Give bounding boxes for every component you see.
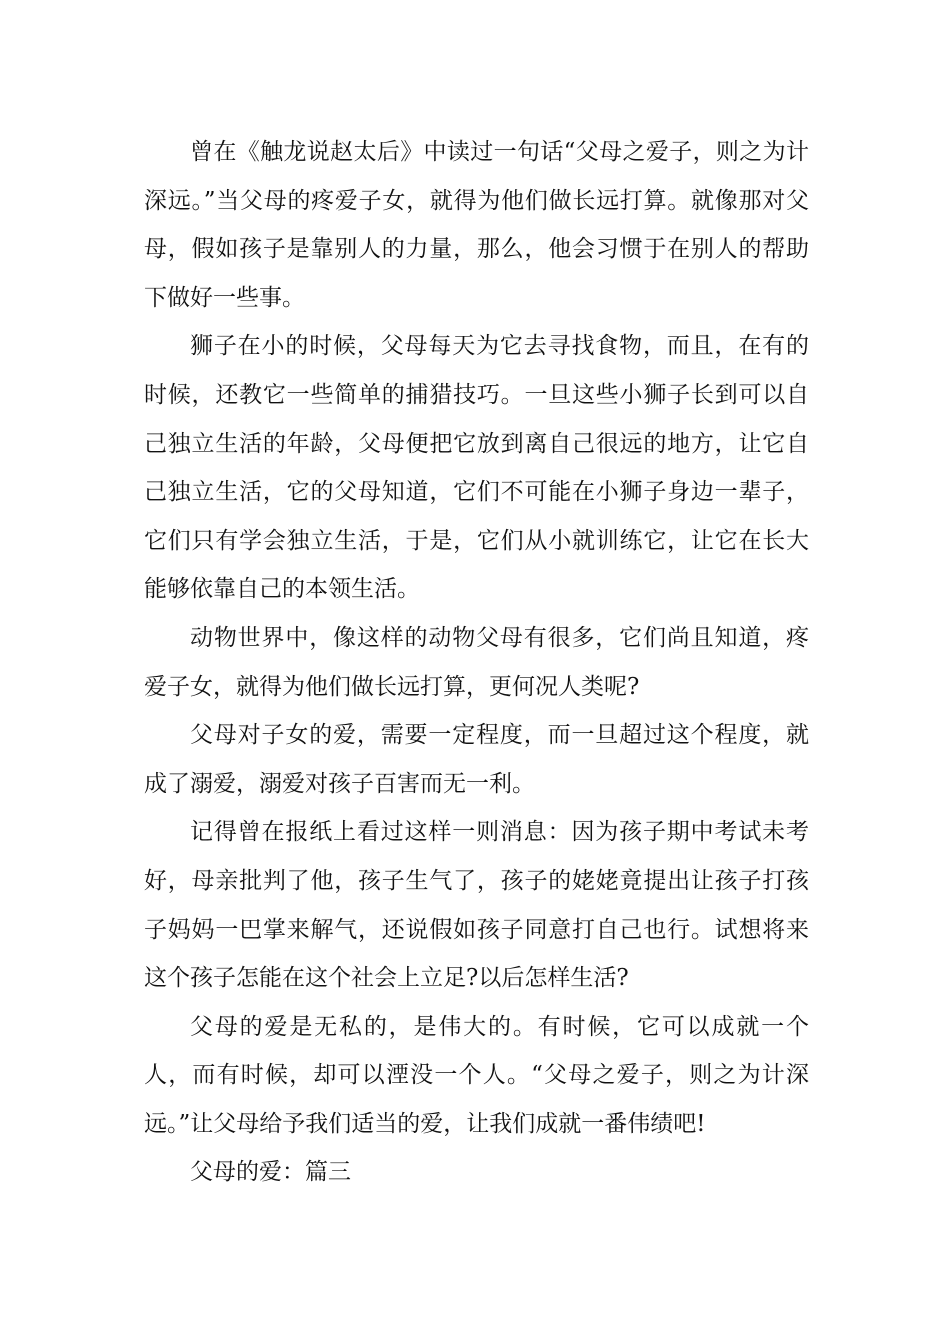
paragraph-lion: 狮子在小的时候，父母每天为它去寻找食物，而且，在有的时候，还教它一些简单的捕猎技巧。一旦这些小狮子长到可以自己独立生活的年龄，父母便把它放到离自己很远的地方，让它自己独立生活，它的父母知道，它们不可能在小狮子身边一辈子，它们只有学会独立生活，于是，它们从小就训练它，让它在长大能够依靠自己的本领生活。 <box>144 333 809 603</box>
document-body <box>144 128 809 1197</box>
paragraph-conclusion: 父母的爱是无私的，是伟大的。有时候，它可以成就一个人，而有时候，却可以湮没一个人。“父母之爱子，则之为计深远。”让父母给予我们适当的爱，让我们成就一番伟绩吧! <box>144 1013 809 1137</box>
paragraph-newspaper: 记得曾在报纸上看过这样一则消息：因为孩子期中考试未考好，母亲批判了他，孩子生气了，孩子的姥姥竟提出让孩子打孩子妈妈一巴掌来解气，还说假如孩子同意打自己也行。试想将来这个孩子怎能在这个社会上立足?以后怎样生活? <box>144 819 809 992</box>
paragraph-intro: 曾在《触龙说赵太后》中读过一句话“父母之爱子，则之为计深远。”当父母的疼爱子女，就得为他们做长远打算。就像那对父母，假如孩子是靠别人的力量，那么，他会习惯于在别人的帮助下做好一些事。 <box>144 139 809 311</box>
paragraph-spoiling: 父母对子女的爱，需要一定程度，而一旦超过这个程度，就成了溺爱，溺爱对孩子百害而无一利。 <box>144 722 809 797</box>
paragraph-animal-world: 动物世界中，像这样的动物父母有很多，它们尚且知道，疼爱子女，就得为他们做长远打算，更何况人类呢? <box>144 624 809 700</box>
section-heading: 父母的爱：篇三 <box>190 1159 351 1186</box>
